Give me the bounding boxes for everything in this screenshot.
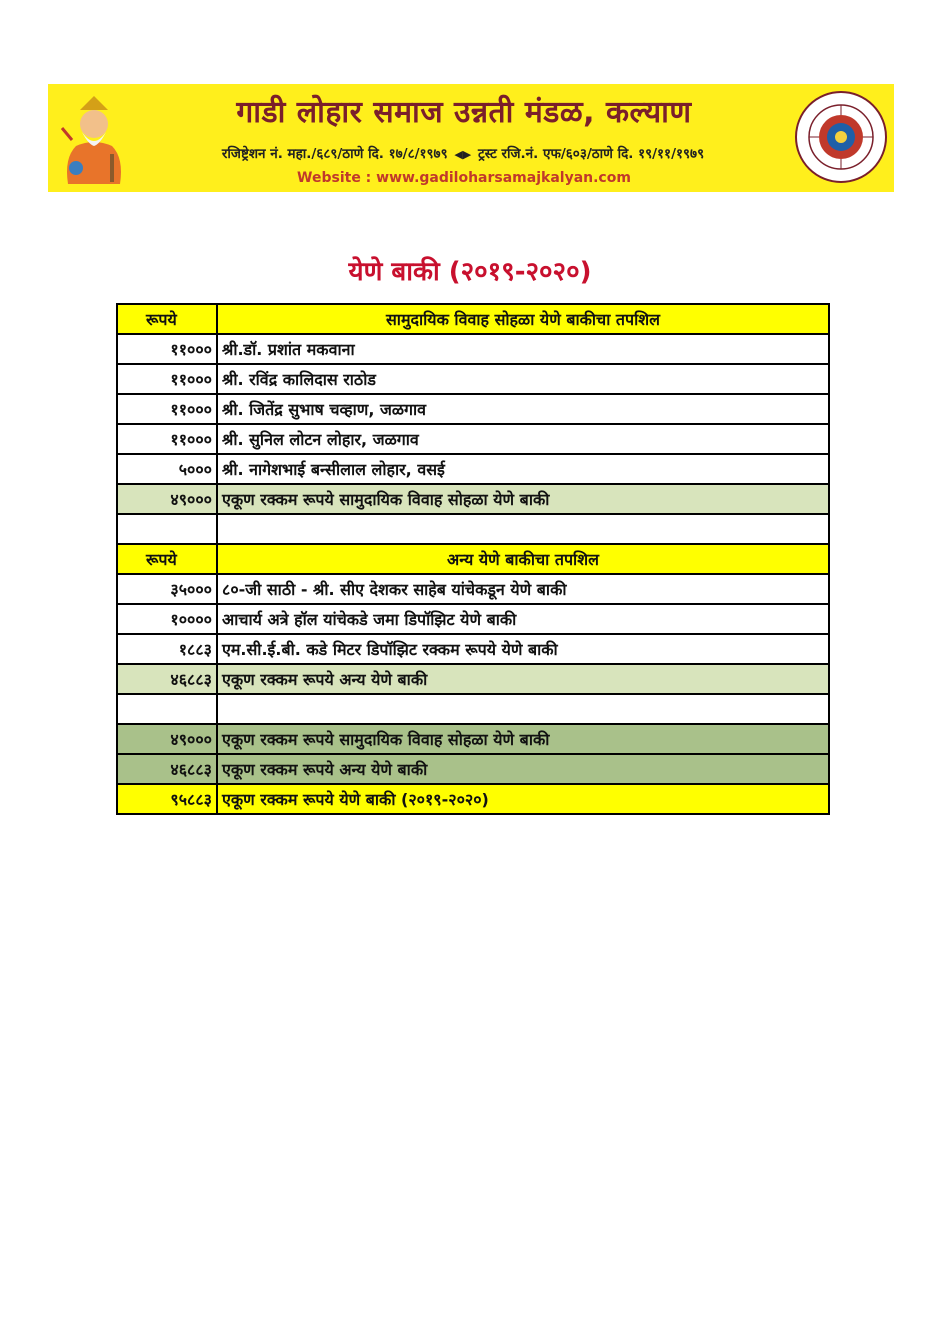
amount-cell: ११०००: [117, 364, 217, 394]
amount-cell: ११०००: [117, 394, 217, 424]
table-row: [117, 364, 829, 394]
empty-cell: [217, 514, 829, 544]
description-cell: श्री. नागेशभाई बन्सीलाल लोहार, वसई: [217, 454, 829, 484]
blank-row: [117, 694, 829, 724]
summary-amount: ४९०००: [117, 724, 217, 754]
table-row: [117, 424, 829, 454]
table-row: [117, 634, 829, 664]
website-link[interactable]: Website : www.gadiloharsamajkalyan.com: [297, 170, 631, 186]
table-row: [117, 334, 829, 364]
trust-registration-number: ट्रस्ट रजि.नं. एफ/६०३/ठाणे दि. १९/११/१९७९: [477, 146, 705, 162]
amount-cell: १८८३: [117, 634, 217, 664]
blank-row: [117, 514, 829, 544]
summary-row: [117, 724, 829, 754]
table-row: [117, 604, 829, 634]
table-row: [117, 574, 829, 604]
organization-seal-icon: [794, 90, 888, 184]
registration-number: रजिष्ट्रेशन नं. महा./६८९/ठाणे दि. १७/८/१९७९: [221, 146, 448, 162]
description-cell: श्री. रविंद्र कालिदास राठोड: [217, 364, 829, 394]
section1-title: सामुदायिक विवाह सोहळा येणे बाकीचा तपशिल: [217, 304, 829, 334]
description-cell: श्री.डॉ. प्रशांत मकवाना: [217, 334, 829, 364]
section2-title: अन्य येणे बाकीचा तपशिल: [217, 544, 829, 574]
summary-amount: ४६८८३: [117, 754, 217, 784]
amount-cell: ५०००: [117, 454, 217, 484]
table-row: [117, 394, 829, 424]
description-cell: आचार्य अत्रे हॉल यांचेकडे जमा डिपॉझिट येणे बाकी: [217, 604, 829, 634]
section2-header-row: [117, 544, 829, 574]
description-cell: एम.सी.ई.बी. कडे मिटर डिपॉझिट रक्कम रूपये येणे बाकी: [217, 634, 829, 664]
grand-total-description: एकूण रक्कम रूपये येणे बाकी (२०१९-२०२०): [217, 784, 829, 814]
amount-cell: १००००: [117, 604, 217, 634]
subtotal-amount: ४९०००: [117, 484, 217, 514]
amount-cell: ११०००: [117, 334, 217, 364]
section1-header-row: [117, 304, 829, 334]
grand-total-row: [117, 784, 829, 814]
deity-portrait-icon: [54, 88, 134, 188]
description-cell: श्री. सुनिल लोटन लोहार, जळगाव: [217, 424, 829, 454]
summary-description: एकूण रक्कम रूपये अन्य येणे बाकी: [217, 754, 829, 784]
subtotal-amount: ४६८८३: [117, 664, 217, 694]
subtotal-description: एकूण रक्कम रूपये अन्य येणे बाकी: [217, 664, 829, 694]
section1-subtotal-row: [117, 484, 829, 514]
description-cell: ८०-जी साठी - श्री. सीए देशकर साहेब यांचेकडून येणे बाकी: [217, 574, 829, 604]
registration-line: [128, 144, 798, 162]
organization-name: गाडी लोहार समाज उन्नती मंडळ, कल्याण: [236, 95, 692, 130]
document-title: येणे बाकी (२०१९-२०२०): [348, 257, 592, 287]
summary-description: एकूण रक्कम रूपये सामुदायिक विवाह सोहळा येणे बाकी: [217, 724, 829, 754]
amount-cell: ११०००: [117, 424, 217, 454]
empty-cell: [117, 514, 217, 544]
summary-row: [117, 754, 829, 784]
subtotal-description: एकूण रक्कम रूपये सामुदायिक विवाह सोहळा येणे बाकी: [217, 484, 829, 514]
description-cell: श्री. जितेंद्र सुभाष चव्हाण, जळगाव: [217, 394, 829, 424]
section2-subtotal-row: [117, 664, 829, 694]
amount-cell: ३५०००: [117, 574, 217, 604]
empty-cell: [217, 694, 829, 724]
dues-table: [116, 303, 830, 815]
table-row: [117, 454, 829, 484]
amount-header: रूपये: [117, 304, 217, 334]
amount-header: रूपये: [117, 544, 217, 574]
empty-cell: [117, 694, 217, 724]
separator-arrows-icon: ◀▶: [454, 148, 472, 161]
header-banner: [48, 84, 894, 192]
grand-total-amount: ९५८८३: [117, 784, 217, 814]
